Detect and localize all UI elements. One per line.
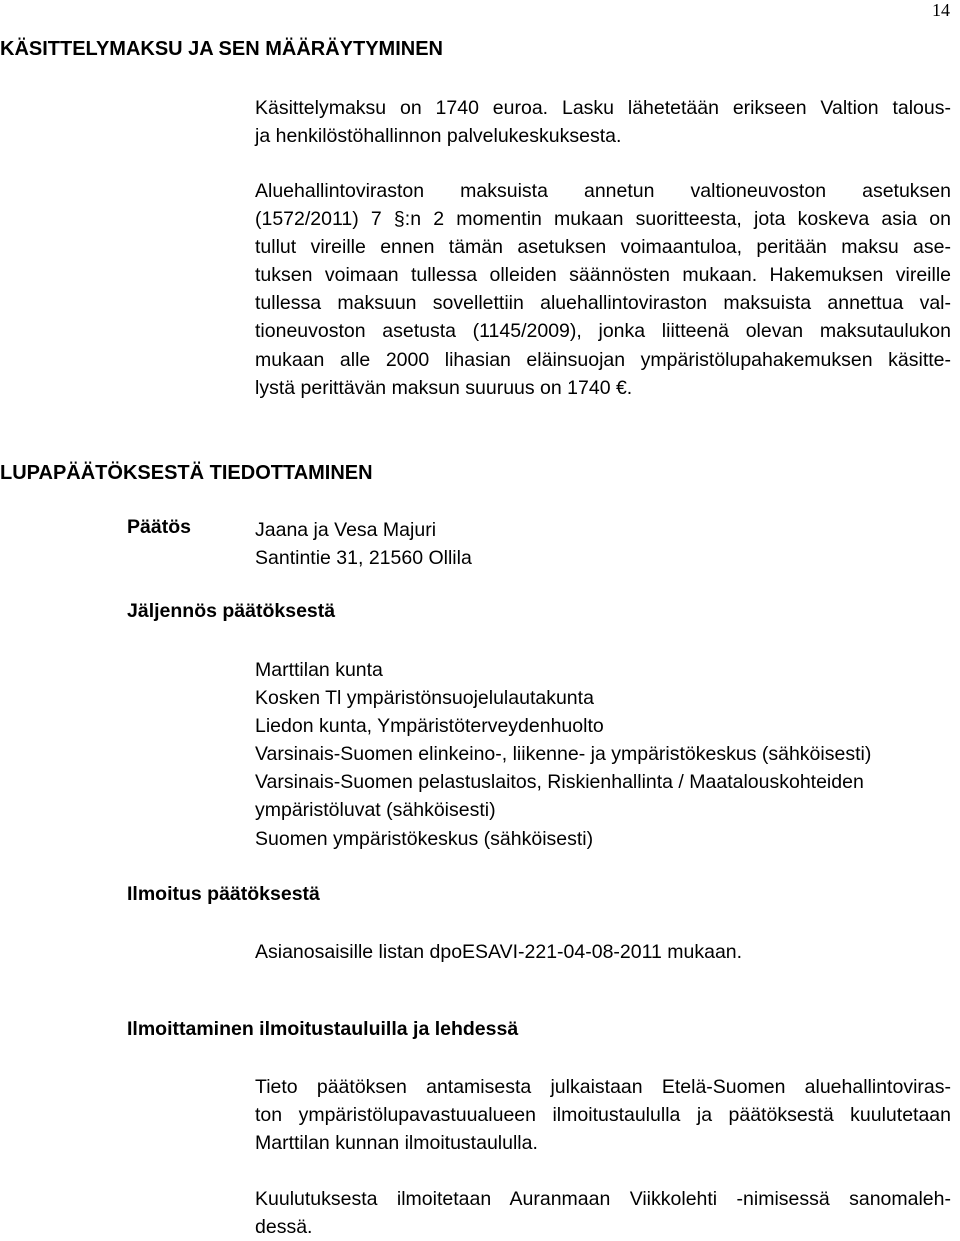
label-ilmoitus: Ilmoitus päätöksestä [127, 883, 320, 905]
text-line: Kuulutuksesta ilmoitetaan Auranmaan Viikkolehti -nimisessä sanomaleh- [255, 1188, 951, 1210]
text-line: Asianosaisille listan dpoESAVI-221-04-08-2011 mukaan. [255, 941, 743, 963]
text-line: lystä perittävän maksun suuruus on 1740 €. [255, 376, 633, 399]
text-line: mukaan alle 2000 lihasian eläinsuojan ympäristölupahakemuksen käsitte- [255, 348, 951, 371]
label-paatos: Päätös [127, 516, 191, 538]
text-line: Marttilan kunnan ilmoitustaululla. [255, 1132, 538, 1155]
list-item: Varsinais-Suomen pelastuslaitos, Riskienhallinta / Maatalouskohteiden [255, 771, 864, 794]
jaljennos-recipients [255, 656, 871, 853]
paatos-recipient [255, 516, 472, 572]
text-line: Jaana ja Vesa Majuri [255, 519, 437, 541]
text-line: Aluehallintoviraston maksuista annetun valtioneuvoston asetuksen [255, 180, 951, 202]
text-line: Käsittelymaksu on 1740 euroa. Lasku lähetetään erikseen Valtion talous- [255, 97, 951, 119]
list-item: Suomen ympäristökeskus (sähköisesti) [255, 827, 594, 850]
paragraph-tieto [255, 1073, 951, 1157]
ilmoitus-text [255, 938, 742, 966]
text-line: Tieto päätöksen antamisesta julkaistaan Etelä-Suomen aluehallintoviras- [255, 1076, 951, 1098]
list-item: ympäristöluvat (sähköisesti) [255, 799, 496, 822]
text-line: ton ympäristölupavastuualueen ilmoitustaululla ja päätöksestä kuulutetaan [255, 1104, 951, 1127]
text-line: (1572/2011) 7 §:n 2 momentin mukaan suoritteesta, jota koskeva asia on [255, 208, 951, 231]
section-heading-tiedottaminen: LUPAPÄÄTÖKSESTÄ TIEDOTTAMINEN [0, 462, 373, 484]
text-line: Santintie 31, 21560 Ollila [255, 547, 472, 570]
text-line: dessä. [255, 1216, 313, 1239]
text-line: tuksen voimaan tullessa olleiden säännösten mukaan. Hakemuksen vireille [255, 264, 951, 287]
list-item: Marttilan kunta [255, 659, 383, 681]
label-ilmoittaminen: Ilmoittaminen ilmoitustauluilla ja lehdessä [127, 1018, 519, 1040]
paragraph-kuulutus [255, 1185, 951, 1241]
list-item: Liedon kunta, Ympäristöterveydenhuolto [255, 715, 604, 738]
text-line: tullut vireille ennen tämän asetuksen voimaantuloa, peritään maksu ase- [255, 236, 951, 259]
text-line: tullessa maksuun sovellettiin aluehallintoviraston maksuista annettua val- [255, 292, 951, 315]
list-item: Kosken Tl ympäristönsuojelulautakunta [255, 687, 594, 710]
paragraph-maksuperuste [255, 177, 951, 402]
text-line: tioneuvoston asetusta (1145/2009), jonka liitteenä olevan maksutaulukon [255, 320, 951, 343]
page-number: 14 [932, 0, 950, 20]
paragraph-kasittelymaksu [255, 94, 951, 150]
text-line: ja henkilöstöhallinnon palvelukeskuksesta. [255, 125, 622, 148]
label-jaljennos: Jäljennös päätöksestä [127, 600, 336, 622]
section-heading-kasittelymaksu: KÄSITTELYMAKSU JA SEN MÄÄRÄYTYMINEN [0, 38, 443, 60]
list-item: Varsinais-Suomen elinkeino-, liikenne- ja ympäristökeskus (sähköisesti) [255, 743, 872, 766]
